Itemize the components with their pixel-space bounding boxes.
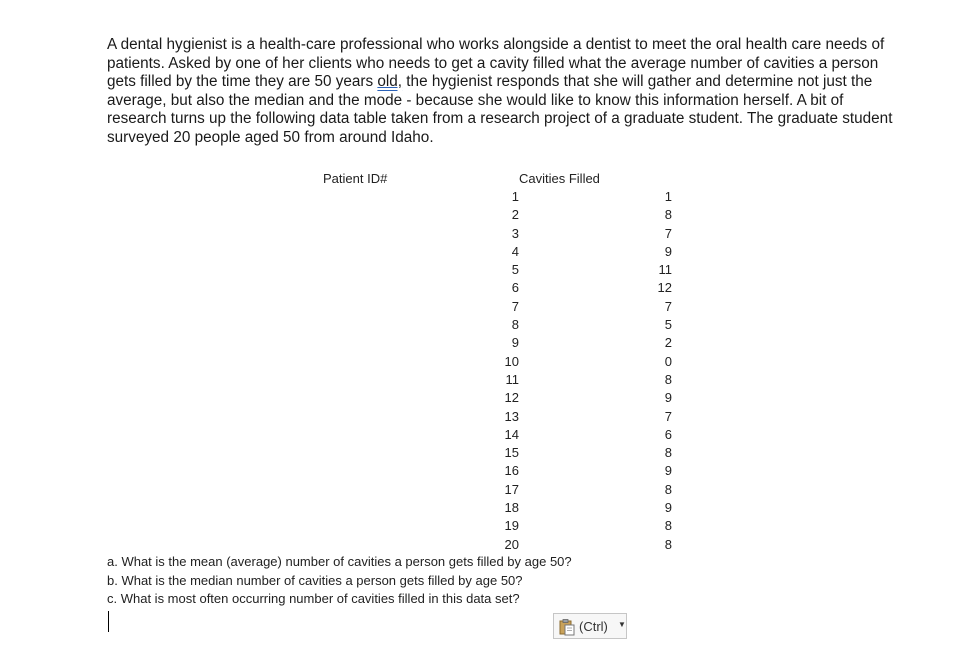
patient-id-cell: 9 bbox=[511, 335, 519, 351]
problem-paragraph bbox=[107, 36, 897, 148]
cavities-filled-cell: 9 bbox=[664, 390, 672, 406]
cavities-filled-cell: 12 bbox=[657, 280, 672, 296]
table-row bbox=[470, 389, 682, 407]
table-row bbox=[470, 517, 682, 535]
cavities-filled-cell: 8 bbox=[664, 445, 672, 461]
patient-id-cell: 16 bbox=[504, 463, 519, 479]
table-row bbox=[470, 316, 682, 334]
patient-id-cell: 6 bbox=[511, 280, 519, 296]
paste-options-label: (Ctrl) bbox=[579, 619, 608, 634]
patient-id-cell: 3 bbox=[511, 225, 519, 241]
cavities-filled-cell: 8 bbox=[664, 536, 672, 552]
patient-id-cell: 10 bbox=[504, 353, 519, 369]
patient-id-cell: 17 bbox=[504, 481, 519, 497]
patient-id-cell: 18 bbox=[504, 500, 519, 516]
cavities-filled-cell: 8 bbox=[664, 371, 672, 387]
question-c: c. What is most often occurring number of cavities filled in this data set? bbox=[107, 591, 520, 606]
patient-id-cell: 8 bbox=[511, 317, 519, 333]
table-row bbox=[470, 261, 682, 279]
paste-options-button[interactable] bbox=[553, 613, 627, 639]
cavities-filled-cell: 8 bbox=[664, 481, 672, 497]
cavities-filled-cell: 8 bbox=[664, 518, 672, 534]
cavities-filled-cell: 1 bbox=[664, 189, 672, 204]
paragraph-text-before: A dental hygienist is a health-care professional who works alongside a dentist to meet the oral health care needs of patients. Asked by one of her clients who needs to get a cavity filled what the average number of cavities a person gets filled by the time they are 50 years bbox=[107, 36, 885, 91]
text-cursor bbox=[108, 611, 109, 632]
header-cavities-filled: Cavities Filled bbox=[519, 171, 600, 186]
patient-id-cell: 12 bbox=[504, 390, 519, 406]
patient-id-cell: 20 bbox=[504, 536, 519, 552]
question-a: a. What is the mean (average) number of cavities a person gets filled by age 50? bbox=[107, 554, 572, 569]
data-table bbox=[470, 188, 682, 554]
cavities-filled-cell: 9 bbox=[664, 243, 672, 259]
patient-id-cell: 5 bbox=[511, 262, 519, 278]
table-row bbox=[470, 225, 682, 243]
cavities-filled-cell: 11 bbox=[658, 262, 672, 278]
question-b: b. What is the median number of cavities a person gets filled by age 50? bbox=[107, 573, 523, 588]
table-row bbox=[470, 499, 682, 517]
patient-id-cell: 1 bbox=[511, 189, 519, 204]
cavities-filled-cell: 9 bbox=[664, 463, 672, 479]
table-row bbox=[470, 298, 682, 316]
patient-id-cell: 13 bbox=[504, 408, 519, 424]
table-row bbox=[470, 188, 682, 206]
cavities-filled-cell: 5 bbox=[664, 317, 672, 333]
cavities-filled-cell: 7 bbox=[664, 298, 672, 314]
table-row bbox=[470, 462, 682, 480]
header-patient-id: Patient ID# bbox=[323, 171, 388, 186]
table-row bbox=[470, 353, 682, 371]
cavities-filled-cell: 6 bbox=[664, 426, 672, 442]
table-row bbox=[470, 334, 682, 352]
patient-id-cell: 15 bbox=[504, 445, 519, 461]
chevron-down-icon: ▼ bbox=[618, 620, 626, 629]
patient-id-cell: 14 bbox=[504, 426, 519, 442]
table-row bbox=[470, 481, 682, 499]
cavities-filled-cell: 7 bbox=[664, 225, 672, 241]
cavities-filled-cell: 2 bbox=[664, 335, 672, 351]
table-row bbox=[470, 536, 682, 554]
table-row bbox=[470, 243, 682, 261]
table-row bbox=[470, 206, 682, 224]
table-row bbox=[470, 444, 682, 462]
cavities-filled-cell: 7 bbox=[664, 408, 672, 424]
paragraph-text-after: the hygienist responds that she will gather and determine not just the average, but also the median and the mode - because she would like to know this information herself. A bit of research turns up the following data table taken from a research project of a graduate student. The graduate student surveyed 20 people aged 50 from around Idaho. bbox=[107, 73, 893, 146]
cavities-filled-cell: 8 bbox=[664, 207, 672, 223]
cavities-filled-cell: 9 bbox=[664, 500, 672, 516]
patient-id-cell: 19 bbox=[504, 518, 519, 534]
patient-id-cell: 11 bbox=[505, 371, 519, 387]
patient-id-cell: 2 bbox=[511, 207, 519, 223]
table-row bbox=[470, 426, 682, 444]
table-row bbox=[470, 279, 682, 297]
table-row bbox=[470, 371, 682, 389]
patient-id-cell: 7 bbox=[511, 298, 519, 314]
table-row bbox=[470, 408, 682, 426]
patient-id-cell: 4 bbox=[511, 243, 519, 259]
cavities-filled-cell: 0 bbox=[664, 353, 672, 369]
clipboard-icon bbox=[558, 618, 576, 636]
grammar-flagged-word[interactable]: old, bbox=[377, 73, 403, 91]
